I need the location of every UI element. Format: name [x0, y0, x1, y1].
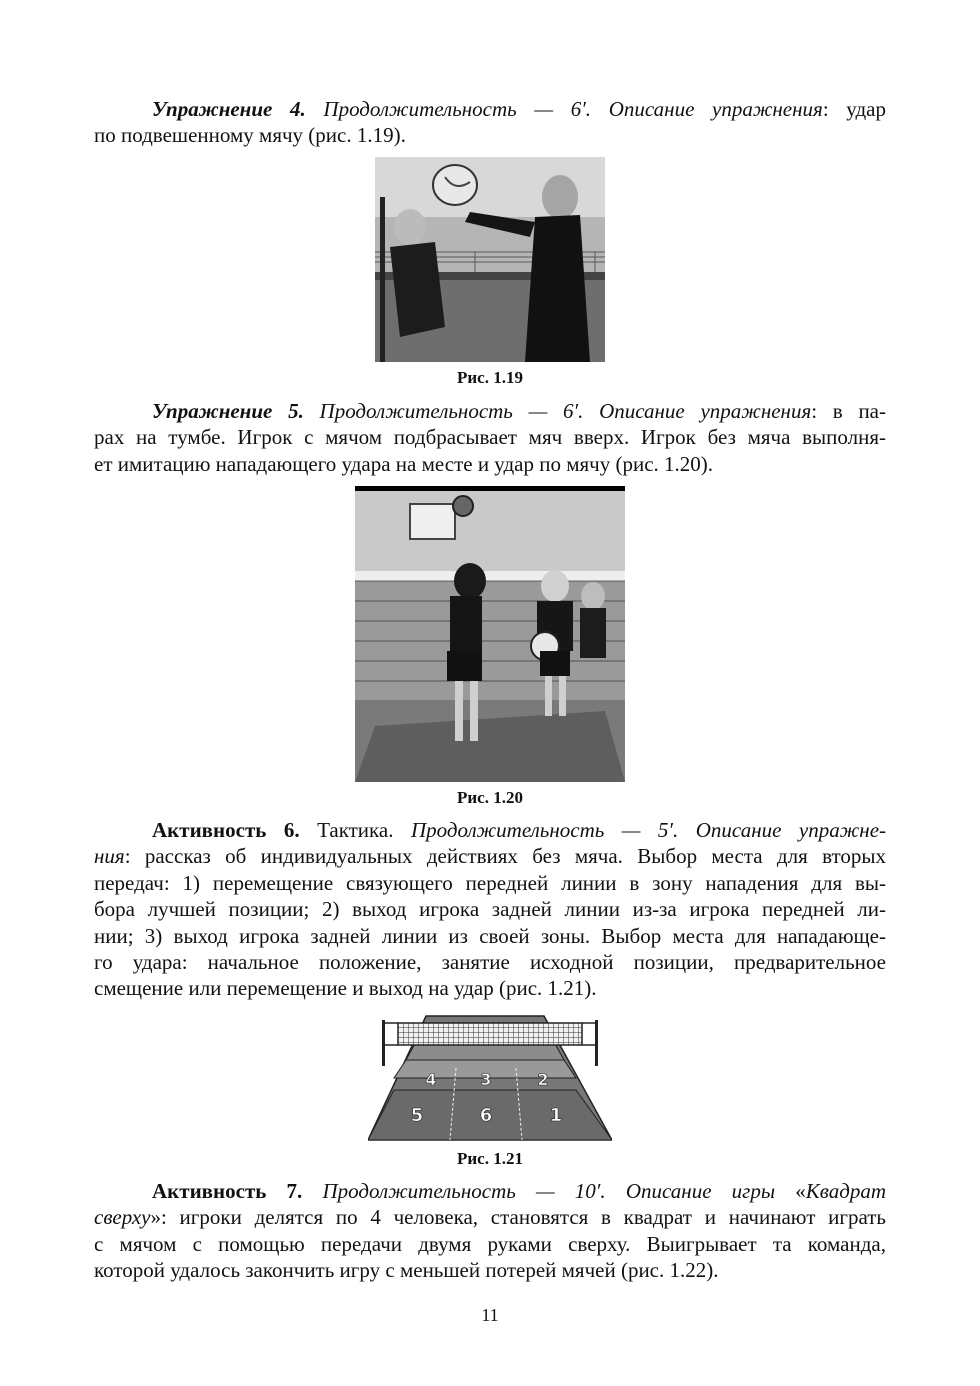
activity-7-line-2: »: игроки делятся по 4 человека, становятся в квадрат и начинают играть [150, 1205, 886, 1230]
figure-1-19-caption: Рис. 1.19 [457, 368, 523, 387]
exercise-4-title: Упражнение 4. [152, 97, 306, 121]
exercise-4-paragraph [94, 96, 886, 149]
exercise-4-duration: Продолжительность — 6′. [323, 97, 592, 121]
activity-6-line-4: бора лучшей позиции; 2) выход игрока задней линии из-за игрока передней ли- [94, 897, 886, 922]
exercise-5-duration: Продолжительность — 6′. [319, 399, 584, 423]
activity-6-line-2: : рассказ об индивидуальных действиях без мяча. Выбор места для вторых [124, 844, 886, 869]
activity-6-duration: Продолжительность — 5′. [411, 818, 679, 842]
activity-6-line-5: нии; 3) выход игрока задней линии из своей зоны. Выбор места для нападающе- [94, 923, 886, 948]
zone-3-label: 3 [480, 1070, 492, 1089]
figure-1-21-court-diagram [368, 1012, 612, 1144]
activity-7-game-name: Квадрат [805, 1179, 886, 1203]
exercise-4-text: : удар [822, 97, 886, 121]
activity-7-game-name-end: сверху [94, 1205, 151, 1230]
exercise-4-line-2: по подвешенному мячу (рис. 1.19). [94, 123, 406, 148]
exercise-4-description-label: Описание упражнения [608, 97, 823, 121]
activity-6-line-7: смещение или перемещение и выход на удар (рис. 1.21). [94, 976, 597, 1001]
activity-6-title: Активность 6. [152, 818, 300, 842]
figure-1-19-photo [375, 157, 605, 362]
activity-6-line-3: передач: 1) перемещение связующего передней линии в зону нападения для вы- [94, 870, 886, 895]
zone-5-label: 5 [410, 1105, 424, 1126]
activity-7-quote-open: « [795, 1179, 806, 1203]
activity-6-line-6: го удара: начальное положение, занятие исходной позиции, предварительное [94, 950, 886, 975]
activity-7-paragraph [94, 1178, 886, 1284]
zone-2-label: 2 [537, 1070, 549, 1089]
activity-6-description-label-end: ния [94, 844, 125, 869]
page-number: 11 [481, 1305, 499, 1325]
activity-7-duration: Продолжительность — 10′. [322, 1179, 606, 1203]
figure-1-20-caption: Рис. 1.20 [457, 788, 523, 807]
figure-1-20-photo [355, 486, 625, 782]
exercise-5-description-label: Описание упражнения [599, 399, 812, 423]
zone-4-label: 4 [425, 1070, 437, 1089]
activity-7-line-3: с мячом с помощью передачи двумя руками сверху. Выигрывает та команда, [94, 1231, 886, 1256]
exercise-5-paragraph [94, 398, 886, 477]
activity-7-description-label: Описание игры [625, 1179, 776, 1203]
exercise-5-line-2: рах на тумбе. Игрок с мячом подбрасывает мяч вверх. Игрок без мяча выполня- [94, 425, 886, 450]
zone-1-label: 1 [549, 1105, 563, 1126]
exercise-5-line-3: ет имитацию нападающего удара на месте и удар по мячу (рис. 1.20). [94, 451, 714, 476]
activity-6-description-label: Описание упражне- [695, 818, 887, 842]
activity-7-line-4: которой удалось закончить игру с меньшей потерей мячей (рис. 1.22). [94, 1258, 719, 1283]
zone-6-label: 6 [479, 1105, 493, 1126]
exercise-5-title: Упражнение 5. [152, 399, 304, 423]
exercise-5-text: : в па- [811, 399, 886, 423]
activity-7-title: Активность 7. [152, 1179, 303, 1203]
activity-6-paragraph [94, 817, 886, 1002]
figure-1-21-caption: Рис. 1.21 [457, 1149, 523, 1168]
activity-6-topic: Тактика. [317, 818, 394, 842]
